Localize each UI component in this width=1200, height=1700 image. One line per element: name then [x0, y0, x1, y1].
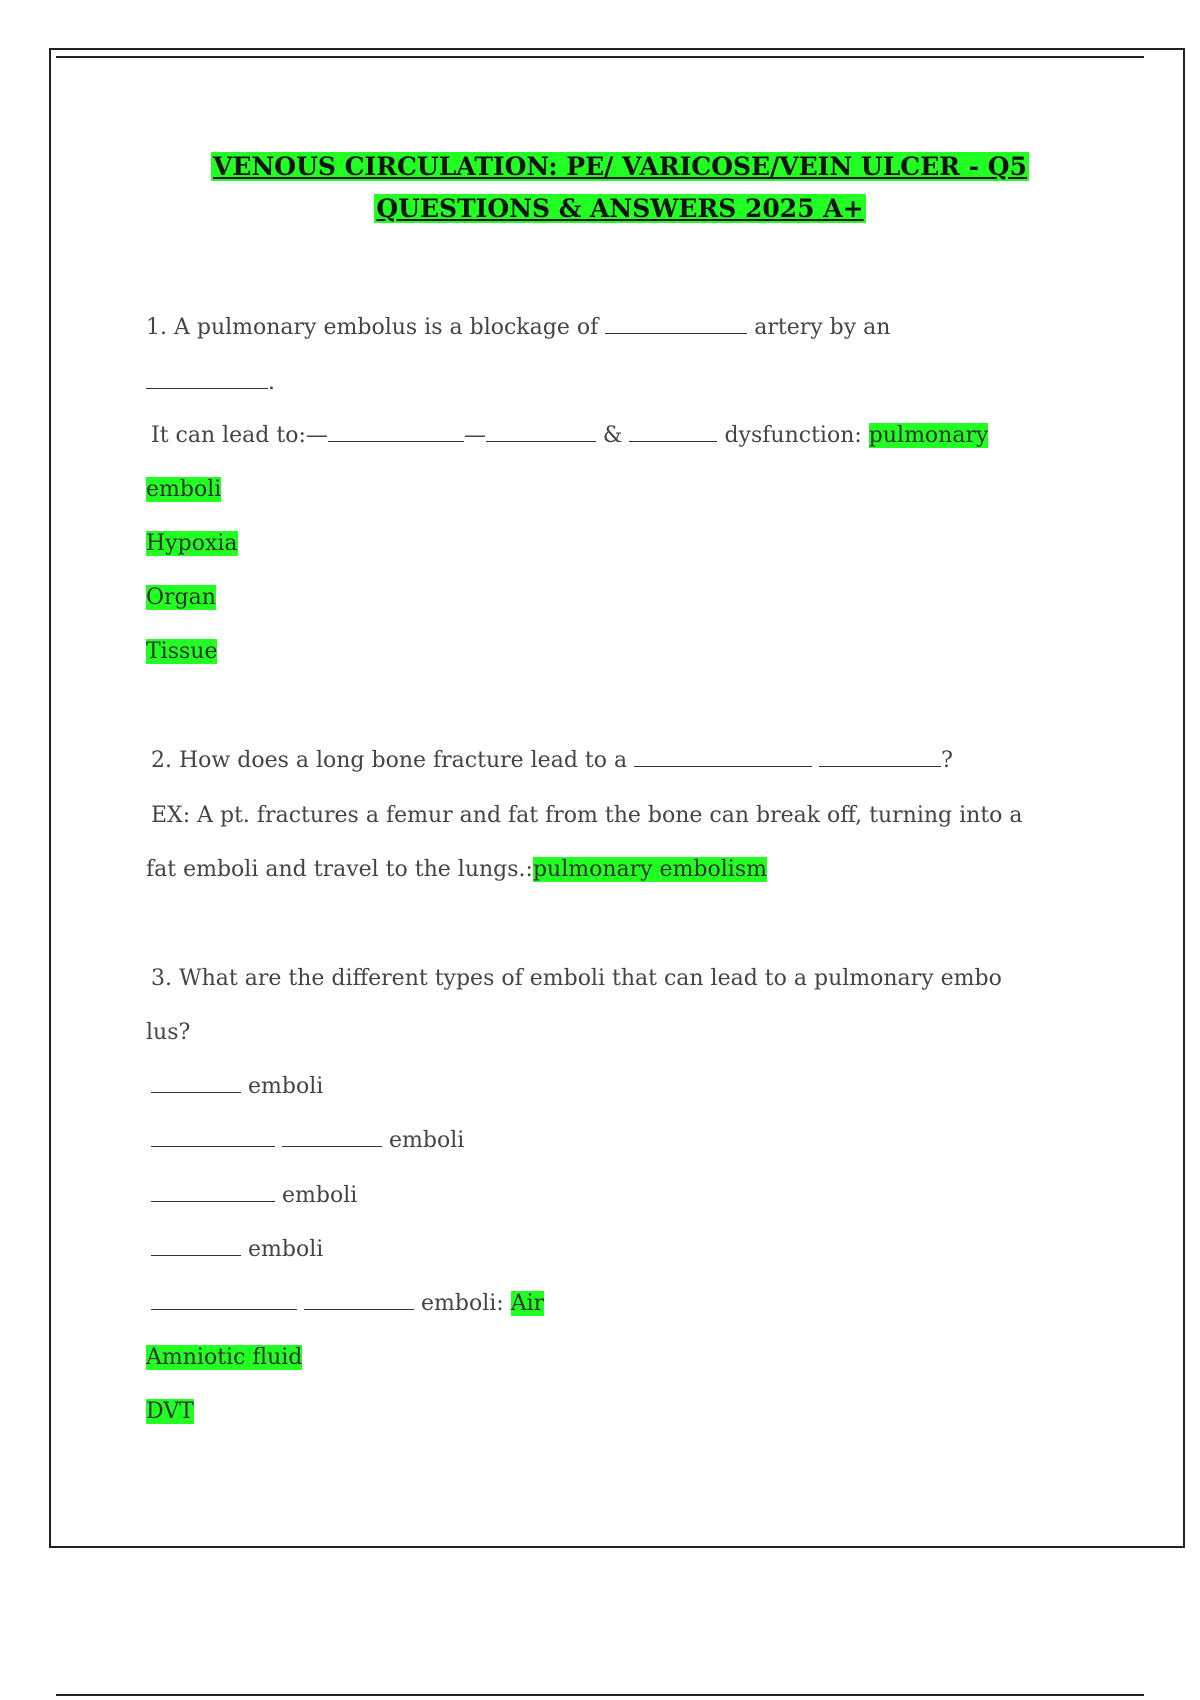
q2-question-mark: ? — [941, 748, 953, 773]
q3-line-1 — [151, 963, 1002, 995]
q1-line-4 — [146, 474, 221, 506]
q3-blank-row-3: emboli — [151, 1180, 357, 1212]
q3-answer-dvt: DVT — [146, 1399, 194, 1424]
title-line-1: VENOUS CIRCULATION: PE/ VARICOSE/VEIN ULCER - Q5 — [213, 152, 1027, 181]
q1-line-1 — [146, 312, 890, 344]
q1-blank-3 — [328, 421, 464, 442]
q3-answer-amniotic: Amniotic fluid — [146, 1345, 303, 1370]
q1-ampersand: & — [602, 423, 623, 448]
q1-answer-tissue: Tissue — [146, 639, 218, 664]
q2-answer: pulmonary embolism — [532, 857, 767, 882]
q2-blank-1 — [634, 746, 812, 767]
q1-blank-1 — [605, 313, 747, 334]
q1-line-3 — [151, 420, 988, 452]
q1-text-c: It can lead to:— — [151, 423, 328, 448]
q1-blank-4 — [486, 421, 596, 442]
q1-blank-2 — [146, 368, 268, 389]
q2-line-1 — [151, 745, 953, 777]
q1-answer-part-2: emboli — [146, 477, 222, 502]
q3-blank-row-1: emboli — [151, 1071, 323, 1103]
q3-text-a: 3. What are the different types of emboli that can lead to a pulmonary embo — [151, 966, 1002, 991]
q2-text-a: 2. How does a long bone fracture lead to a — [151, 748, 628, 773]
q2-blank-2 — [819, 746, 941, 767]
q3-blank-row-2: emboli — [151, 1125, 464, 1157]
q2-example: EX: A pt. fractures a femur and fat from the bone can break off, turning into a — [151, 803, 1023, 828]
q1-blank-5 — [629, 421, 717, 442]
q1-text-a: 1. A pulmonary embolus is a blockage of — [146, 315, 599, 340]
q1-text-d: dysfunction: — [724, 423, 862, 448]
q1-dash: — — [463, 423, 486, 448]
title-line-2: QUESTIONS & ANSWERS 2025 A+ — [376, 194, 864, 223]
page-frame — [49, 48, 1185, 1548]
bottom-rule — [56, 1694, 1144, 1696]
q1-answer-organ: Organ — [146, 585, 216, 610]
document-title — [120, 146, 1120, 230]
q1-line-2 — [146, 367, 275, 399]
q3-answer-air: Air — [510, 1291, 545, 1316]
q1-text-b: artery by an — [754, 315, 891, 340]
q2-text-b: fat emboli and travel to the lungs.: — [146, 857, 533, 882]
q3-text-b: lus? — [146, 1020, 191, 1045]
q3-line-2 — [146, 1017, 190, 1049]
q3-blank-row-5: emboli: Air — [151, 1288, 544, 1320]
q1-answer-hypoxia: Hypoxia — [146, 531, 238, 556]
q1-line-2-end: . — [268, 370, 275, 395]
q2-line-3 — [146, 854, 767, 886]
q2-line-2 — [151, 800, 1023, 832]
q1-answer-part-1: pulmonary — [868, 423, 989, 448]
q3-blank-row-4: emboli — [151, 1234, 323, 1266]
top-rule — [56, 56, 1144, 58]
